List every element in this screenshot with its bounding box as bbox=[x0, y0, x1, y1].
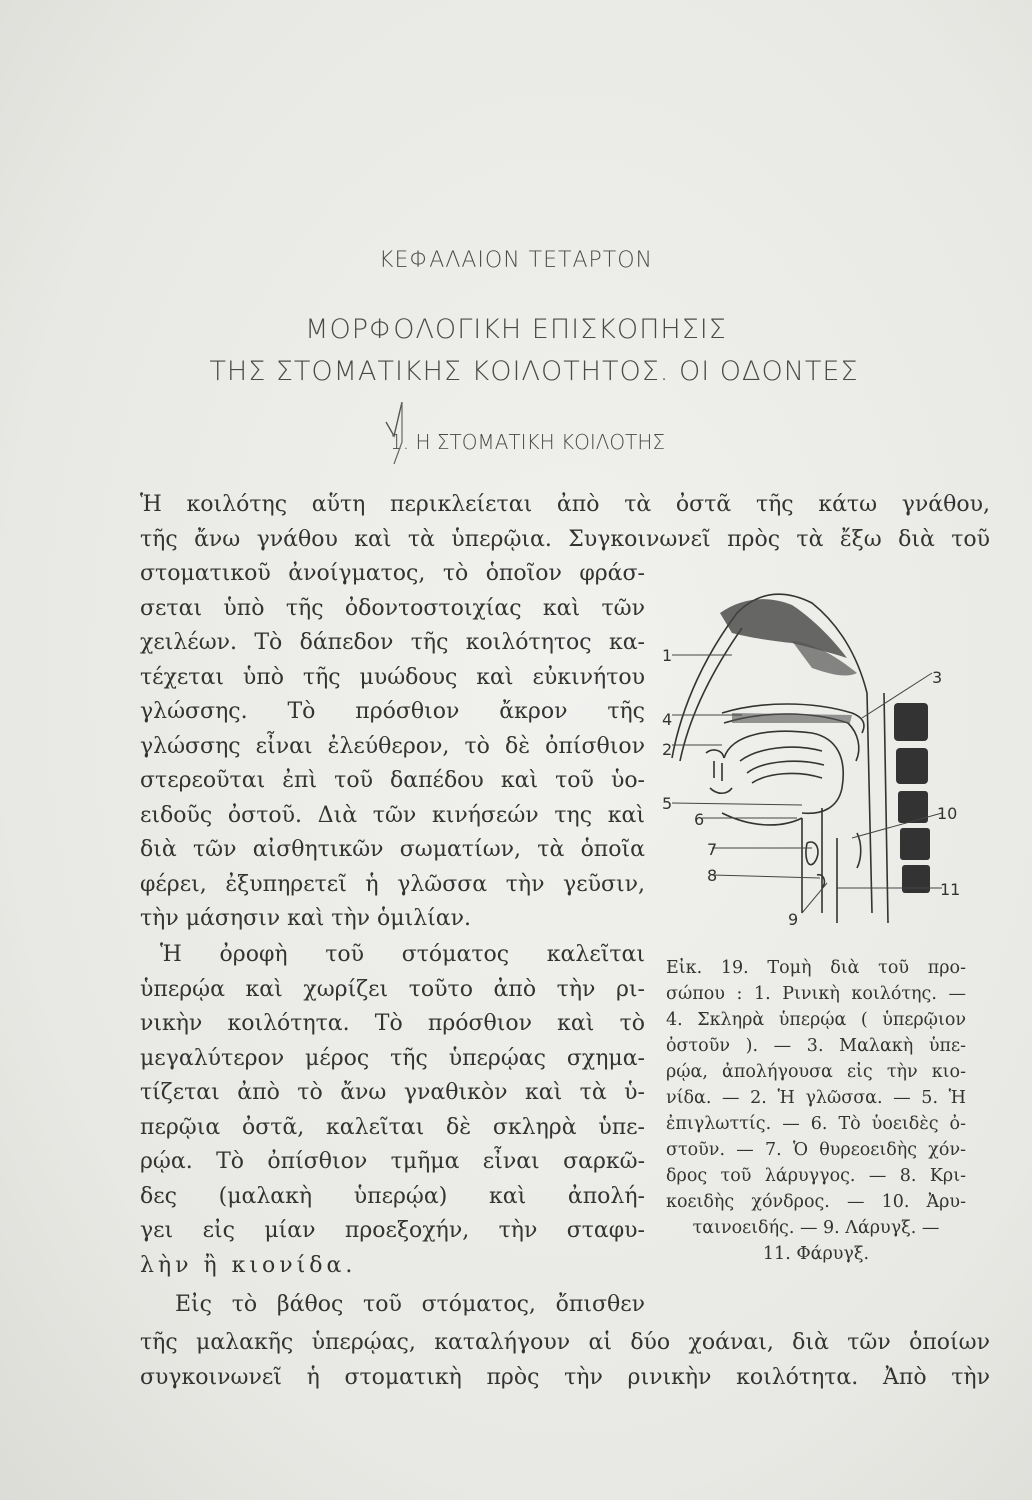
text-line: ρῴα. Τὸ ὀπίσθιον τμῆμα εἶναι σαρκῶ- bbox=[140, 1149, 645, 1174]
text-line: τὴν μάσησιν καὶ τὴν ὁμιλίαν. bbox=[140, 906, 471, 931]
text-line: φέρει, ἐξυπηρετεῖ ἡ γλῶσσα τὴν γεῦσιν, bbox=[140, 871, 645, 897]
text-line: Εἰς τὸ βάθος τοῦ στόματος, ὄπισθεν bbox=[175, 1292, 645, 1317]
text-line: Ἡ ὀροφὴ τοῦ στόματος καλεῖται bbox=[160, 942, 645, 967]
paragraph-3-full bbox=[140, 1326, 990, 1395]
caption-line: σώπου : 1. Ρινικὴ κοιλότης. — bbox=[666, 984, 966, 1004]
paragraph-2-column bbox=[140, 938, 645, 1283]
caption-line: ταινοειδής. — 9. Λάρυγξ. — bbox=[692, 1218, 940, 1238]
figure-label: 7 bbox=[707, 840, 718, 859]
figure-label: 6 bbox=[694, 810, 705, 829]
figure-label: 10 bbox=[937, 804, 958, 823]
caption-line: 11. Φάρυγξ. bbox=[762, 1244, 870, 1264]
text-line: χειλέων. Τὸ δάπεδον τῆς κοιλότητος κα- bbox=[140, 630, 645, 655]
figure-label: 9 bbox=[788, 910, 799, 928]
chapter-title-line1: ΜΟΡΦΟΛΟΓΙΚΗ ΕΠΙΣΚΟΠΗΣΙΣ bbox=[305, 314, 727, 345]
text-line: Ἡ κοιλότης αὕτη περικλείεται ἀπὸ τὰ ὀστᾶ τῆς κάτω γνάθου, bbox=[140, 492, 990, 517]
text-line: ὑπερῴα καὶ χωρίζει τοῦτο ἀπὸ τὴν ρι- bbox=[140, 976, 645, 1002]
caption-line: ρῴα, ἀπολήγουσα εἰς τὴν κιο- bbox=[666, 1062, 966, 1082]
paragraph-1-column bbox=[140, 557, 645, 937]
caption-line: 4. Σκληρὰ ὑπερῴα ( ὑπερῷιον bbox=[666, 1010, 966, 1030]
chapter-title-line2: ΤΗΣ ΣΤΟΜΑΤΙΚΗΣ ΚΟΙΛΟΤΗΤΟΣ. ΟΙ ΟΔΟΝΤΕΣ bbox=[209, 356, 859, 387]
caption-line: ἐπιγλωττίς. — 6. Τὸ ὑοειδὲς ὀ- bbox=[666, 1114, 966, 1134]
text-line: γει εἰς μίαν προεξοχήν, τὴν σταφυ- bbox=[140, 1218, 645, 1243]
text-line: τῆς μαλακῆς ὑπερῴας, καταλήγουν αἱ δύο χοάναι, διὰ τῶν ὁποίων bbox=[140, 1330, 990, 1355]
caption-line: ὀστοῦν ). — 3. Μαλακὴ ὑπε- bbox=[666, 1036, 966, 1056]
figure-label: 5 bbox=[662, 794, 673, 813]
figure-label: 3 bbox=[932, 668, 943, 687]
paragraph-1-full bbox=[140, 488, 990, 557]
text-line: τέχεται ὑπὸ τῆς μυώδους καὶ εὐκινήτου bbox=[140, 664, 645, 690]
text-line: νικὴν κοιλότητα. Τὸ πρόσθιον καὶ τὸ bbox=[140, 1011, 645, 1036]
figure-caption bbox=[666, 955, 966, 1267]
anatomical-section-figure bbox=[662, 583, 972, 928]
text-line: σεται ὑπὸ τῆς ὀδοντοστοιχίας καὶ τῶν bbox=[140, 595, 645, 621]
text-line: ειδοῦς ὀστοῦ. Διὰ τῶν κινήσεών της καὶ bbox=[140, 802, 645, 828]
text-line: τῆς ἄνω γνάθου καὶ τὰ ὑπερῷια. Συγκοινωνεῖ πρὸς τὰ ἔξω διὰ τοῦ bbox=[140, 526, 990, 552]
figure-label: 1 bbox=[662, 646, 673, 665]
text-line: λὴν ἢ κιονίδα. bbox=[140, 1252, 357, 1278]
text-line: διὰ τῶν αἰσθητικῶν σωματίων, τὰ ὁποῖα bbox=[140, 837, 645, 862]
figure-label: 4 bbox=[662, 710, 673, 729]
text-line: συγκοινωνεῖ ἡ στοματικὴ πρὸς τὴν ρινικὴν κοιλότητα. Ἀπὸ τὴν bbox=[140, 1364, 990, 1390]
handwritten-check-mark bbox=[380, 402, 420, 482]
text-line: τίζεται ἀπὸ τὸ ἄνω γναθικὸν καὶ τὰ ὑ- bbox=[140, 1080, 645, 1105]
caption-line: κοειδὴς χόνδρος. — 10. Ἀρυ- bbox=[666, 1192, 966, 1212]
caption-line: νίδα. — 2. Ἡ γλῶσσα. — 5. Ἡ bbox=[666, 1088, 966, 1108]
chapter-heading: ΚΕΦΑΛΑΙΟΝ ΤΕΤΑΡΤΟΝ bbox=[379, 248, 653, 273]
text-line: γλώσσης. Τὸ πρόσθιον ἄκρον τῆς bbox=[140, 699, 645, 724]
figure-label: 11 bbox=[940, 880, 961, 899]
text-line: στερεοῦται ἐπὶ τοῦ δαπέδου καὶ τοῦ ὑο- bbox=[140, 768, 645, 793]
caption-line: στοῦν. — 7. Ὁ θυρεοειδὴς χόν- bbox=[666, 1140, 966, 1160]
caption-line: δρος τοῦ λάρυγγος. — 8. Κρι- bbox=[666, 1166, 966, 1186]
text-line: περῷια ὀστᾶ, καλεῖται δὲ σκληρὰ ὑπε- bbox=[140, 1114, 645, 1140]
text-line: γλώσσης εἶναι ἐλεύθερον, τὸ δὲ ὀπίσθιον bbox=[140, 733, 645, 759]
text-line: μεγαλύτερον μέρος τῆς ὑπερῴας σχημα- bbox=[140, 1045, 645, 1071]
paragraph-3-column bbox=[140, 1288, 645, 1323]
text-line: δες (μαλακὴ ὑπερῴα) καὶ ἀπολή- bbox=[140, 1183, 645, 1209]
caption-line: Εἰκ. 19. Τομὴ διὰ τοῦ προ- bbox=[666, 958, 966, 978]
text-line: στοματικοῦ ἀνοίγματος, τὸ ὁποῖον φράσ- bbox=[140, 561, 645, 586]
figure-label: 2 bbox=[662, 740, 673, 759]
figure-label: 8 bbox=[707, 866, 718, 885]
section-heading-wrap bbox=[390, 430, 665, 454]
section-heading: 1. Η ΣΤΟΜΑΤΙΚΗ ΚΟΙΛΟΤΗΣ bbox=[390, 430, 666, 454]
